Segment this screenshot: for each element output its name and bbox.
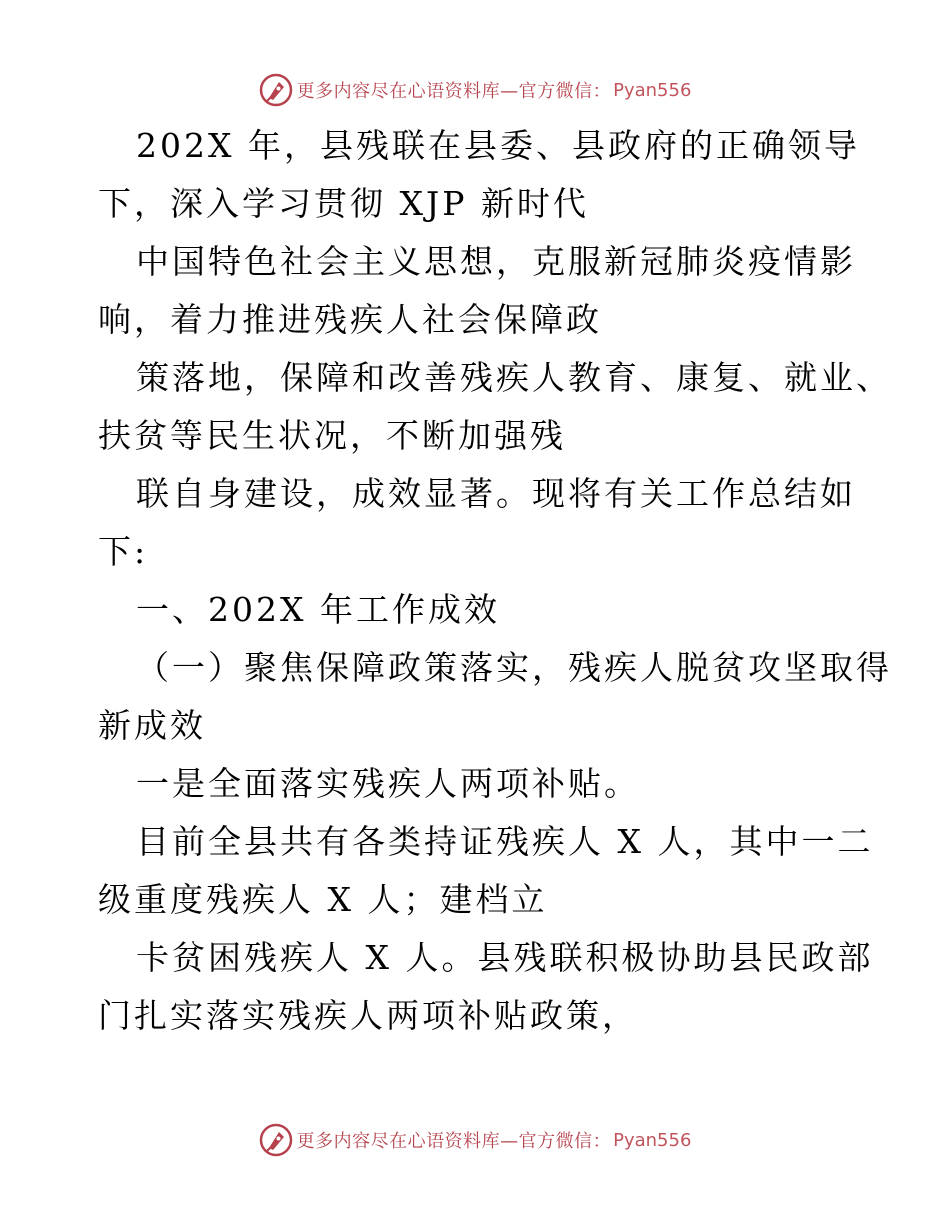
text-line: 卡贫困残疾人 X 人。县残联积极协助县民政部 [136, 938, 874, 977]
text-line: 202X 年，县残联在县委、县政府的正确领导 [136, 126, 860, 165]
text-line: 下，深入学习贯彻 XJP 新时代 [98, 184, 589, 223]
text-line: 响，着力推进残疾人社会保障政 [98, 300, 602, 339]
watermark-handle: Pyan556 [613, 79, 692, 101]
text-line: 联自身建设，成效显著。现将有关工作总结如 [136, 474, 856, 513]
text-line: 策落地，保障和改善残疾人教育、康复、就业、 [136, 358, 892, 397]
text-line: 一是全面落实残疾人两项补贴。 [136, 764, 640, 803]
watermark-text: 更多内容尽在心语资料库—官方微信： [296, 1131, 612, 1152]
watermark-header [0, 70, 950, 110]
text-line: 扶贫等民生状况，不断加强残 [98, 416, 566, 455]
pen-nib-logo-icon [259, 1123, 293, 1157]
text-line: 级重度残疾人 X 人；建档立 [98, 880, 548, 919]
text-line: 下: [98, 532, 149, 571]
pen-nib-logo-icon [259, 73, 293, 107]
watermark-footer [0, 1120, 950, 1160]
document-body [98, 117, 892, 1045]
text-line: 门扎实落实残疾人两项补贴政策， [98, 996, 638, 1035]
text-line: 目前全县共有各类持证残疾人 X 人，其中一二 [136, 822, 874, 861]
text-line: 新成效 [98, 706, 206, 745]
watermark-handle: Pyan556 [613, 1129, 692, 1151]
text-line: 中国特色社会主义思想，克服新冠肺炎疫情影 [136, 242, 856, 281]
watermark-text: 更多内容尽在心语资料库—官方微信： [296, 81, 612, 102]
section-heading: 一、202X 年工作成效 [136, 590, 500, 629]
subsection-heading: （一）聚焦保障政策落实，残疾人脱贫攻坚取得 [136, 648, 892, 687]
